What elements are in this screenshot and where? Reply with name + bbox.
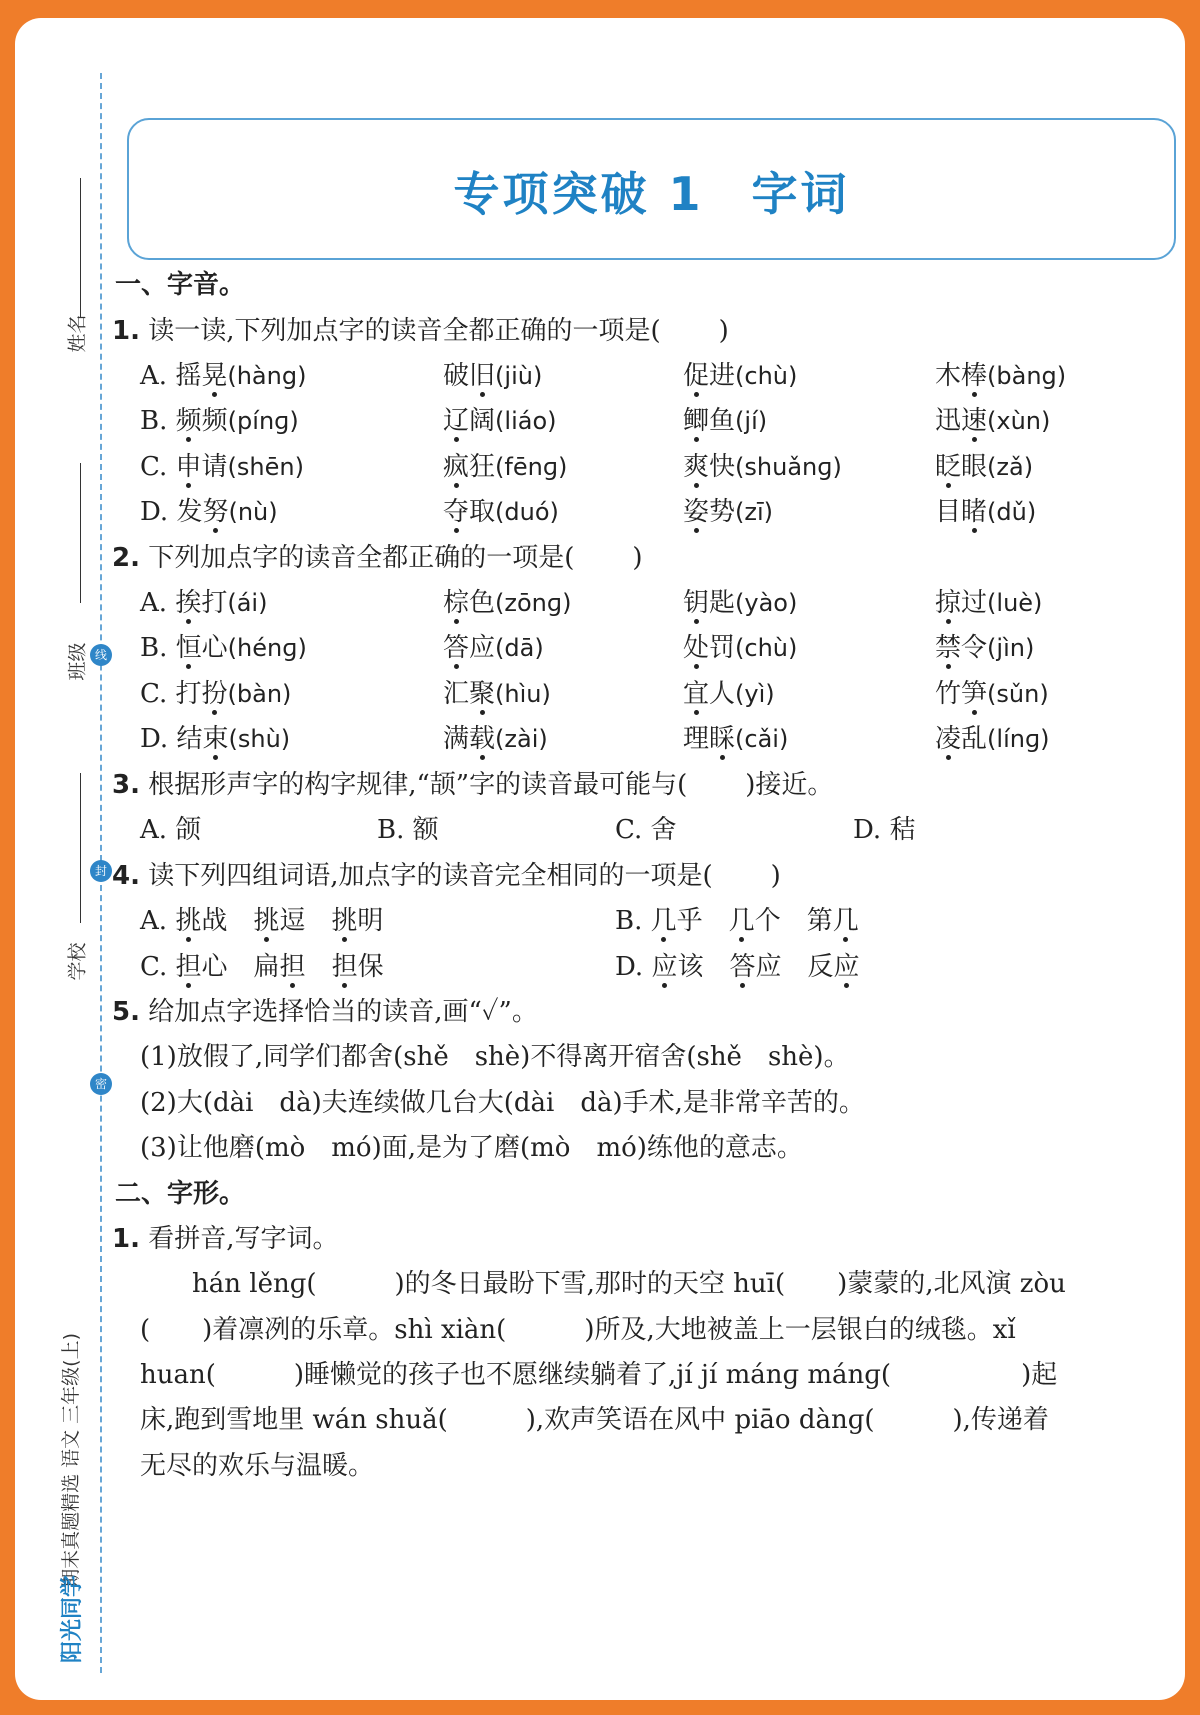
option-a-word-1: A. 摇晃(hàng) (140, 361, 307, 391)
section-heading-pronunciation: 一、字音。 (115, 270, 246, 300)
option-a-word-4: 掠过(luè) (935, 588, 1043, 618)
option-a-word-4: 木棒(bàng) (935, 361, 1067, 391)
book-spine-label (37, 1303, 107, 1683)
option-b-word-4: 禁令(jìn) (935, 633, 1035, 664)
s2-q1-stem: 1. 看拼音,写字词。 (112, 1224, 339, 1254)
class-underline (80, 463, 81, 603)
option-b-word-2: 答应(dā) (443, 633, 544, 664)
option-d-word-2: 夺取(duó) (443, 496, 559, 527)
q5-line-1: (1)放假了,同学们都舍(shě shè)不得离开宿舍(shě shè)。 (140, 1042, 850, 1072)
q5-line-3: (3)让他磨(mò mó)面,是为了磨(mò mó)练他的意志。 (140, 1133, 803, 1163)
s2-q1-line-4: 床,跑到雪地里 wán shuǎ( ),欢声笑语在风中 piāo dànɡ( ),传递着 (140, 1405, 1049, 1435)
school-underline (80, 773, 81, 923)
school-label: 学校 (66, 942, 89, 981)
option-a-word-3: 钥匙(yào) (683, 588, 798, 618)
q3-option-b: B. 额 (377, 815, 439, 845)
q4-group-c: C. 担心 扁担 担保 (140, 952, 384, 982)
option-d-word-1: D. 发努(nù) (140, 496, 278, 527)
option-b-word-1: B. 频频(pínɡ) (140, 406, 299, 437)
option-d-word-2: 满载(zài) (443, 723, 548, 754)
page-title (129, 158, 1174, 224)
class-label: 班级 (66, 642, 89, 681)
option-c-word-1: C. 打扮(bàn) (140, 678, 292, 709)
title-main: 专项突破 1 (453, 167, 704, 221)
q3-option-d: D. 秸 (853, 815, 916, 845)
option-c-word-4: 竹笋(sǔn) (935, 678, 1049, 709)
q4-group-d: D. 应该 答应 反应 (615, 952, 860, 982)
option-a-word-1: A. 挨打(ái) (140, 588, 268, 618)
q3-option-c: C. 舍 (615, 815, 677, 845)
option-c-word-1: C. 申请(shēn) (140, 451, 304, 482)
worksheet-page (15, 18, 1185, 1700)
section-heading-character-form: 二、字形。 (115, 1179, 246, 1209)
book-title: 期末真题精选 语文 三年级(上) (60, 1333, 82, 1588)
option-b-word-3: 鲫鱼(jí) (683, 406, 768, 437)
q1-stem: 1. 读一读,下列加点字的读音全都正确的一项是( ) (112, 316, 729, 346)
seal-xian-marker: 线 (90, 644, 112, 666)
option-d-word-4: 目睹(dǔ) (935, 496, 1037, 527)
option-d-word-4: 凌乱(línɡ) (935, 723, 1050, 754)
option-a-word-3: 促进(chù) (683, 361, 798, 391)
name-underline (80, 178, 81, 318)
q3-stem: 3. 根据形声字的构字规律,“颉”字的读音最可能与( )接近。 (112, 770, 834, 800)
q5-stem: 5. 给加点字选择恰当的读音,画“✓”。 (112, 997, 538, 1027)
option-c-word-2: 疯狂(fēnɡ) (443, 451, 568, 482)
option-d-word-3: 姿势(zī) (683, 496, 774, 527)
option-b-word-4: 迅速(xùn) (935, 406, 1051, 437)
option-c-word-2: 汇聚(hìu) (443, 678, 551, 709)
option-d-word-3: 理睬(cǎi) (683, 723, 789, 754)
option-b-word-3: 处罚(chù) (683, 633, 798, 664)
seal-mi-marker: 密 (90, 1073, 112, 1095)
q5-line-2: (2)大(dài dà)夫连续做几台大(dài dà)手术,是非常辛苦的。 (140, 1088, 865, 1118)
s2-q1-line-2: ( )着凛冽的乐章。shì xiàn( )所及,大地被盖上一层银白的绒毯。xǐ (140, 1315, 1016, 1345)
q4-stem: 4. 读下列四组词语,加点字的读音完全相同的一项是( ) (112, 861, 781, 891)
title-topic: 字词 (751, 167, 850, 221)
option-a-word-2: 破旧(jiù) (443, 361, 543, 391)
seal-feng-marker: 封 (90, 860, 112, 882)
name-label: 姓名 (66, 314, 89, 353)
option-a-word-2: 棕色(zōnɡ) (443, 588, 572, 618)
s2-q1-line-3: huan( )睡懒觉的孩子也不愿继续躺着了,jí jí mánɡ mánɡ( )起 (140, 1360, 1058, 1390)
option-c-word-4: 眨眼(zǎ) (935, 451, 1034, 482)
option-c-word-3: 爽快(shuǎnɡ) (683, 451, 842, 482)
title-banner (127, 118, 1176, 260)
option-d-word-1: D. 结束(shù) (140, 723, 291, 754)
q4-group-b: B. 几乎 几个 第几 (615, 906, 859, 936)
option-c-word-3: 宜人(yì) (683, 678, 775, 709)
option-b-word-1: B. 恒心(hénɡ) (140, 633, 307, 664)
option-b-word-2: 辽阔(liáo) (443, 406, 557, 437)
s2-q1-line-5: 无尽的欢乐与温暖。 (140, 1451, 375, 1481)
s2-q1-line-1: hán lěnɡ( )的冬日最盼下雪,那时的天空 huī( )蒙蒙的,北风演 zòu (140, 1269, 1066, 1299)
brand-logo: 阳光同学 (60, 1574, 85, 1663)
q4-group-a: A. 挑战 挑逗 挑明 (140, 906, 384, 936)
q2-stem: 2. 下列加点字的读音全都正确的一项是( ) (112, 543, 643, 573)
q3-option-a: A. 颌 (140, 815, 202, 845)
